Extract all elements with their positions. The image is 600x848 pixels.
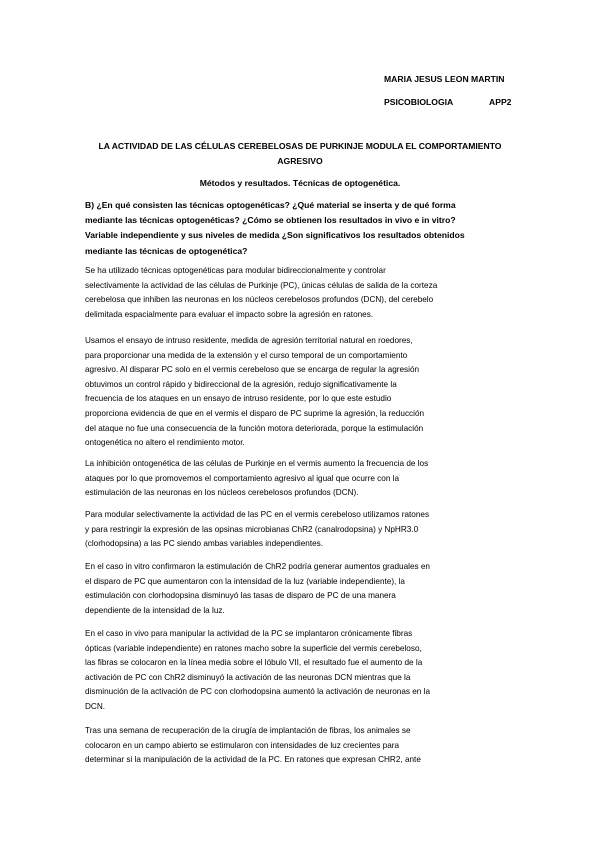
paragraph-line: Se ha utilizado técnicas optogenéticas para modular bidireccionalmente y controlar bbox=[85, 266, 386, 275]
paragraph-line: para proporcionar una medida de la extensión y el curso temporal de un comportamiento bbox=[85, 350, 408, 360]
paragraph-line: Usamos el ensayo de intruso residente, medida de agresión territorial natural en roedores, bbox=[85, 336, 413, 345]
paragraph bbox=[85, 334, 517, 451]
paragraph-line: Tras una semana de recuperación de la cirugía de implantación de fibras, los animales se bbox=[85, 726, 411, 735]
paragraph-line: En el caso in vitro confirmaron la estimulación de ChR2 podría generar aumentos graduales en bbox=[85, 562, 430, 571]
paragraph bbox=[85, 264, 517, 322]
paragraph-line: estimulación de las neuronas en los núcleos cerebelosos profundos (DCN). bbox=[85, 488, 359, 498]
paragraph-line: frecuencia de los ataques en un ensayo de intruso residente, por lo que este estudio bbox=[85, 394, 392, 404]
paragraph-line: agresivo. Al disparar PC solo en el vermis cerebeloso que se encarga de regular la agresión bbox=[85, 365, 420, 375]
course-code: APP2 bbox=[489, 97, 512, 107]
paragraph bbox=[85, 724, 517, 768]
question-line: mediante las técnicas optogenéticas? ¿Cómo se obtienen los resultados in vivo e in vitro? bbox=[85, 215, 456, 226]
paragraph-line: ontogenética no altero el rendimiento motor. bbox=[85, 438, 245, 448]
paragraph-line: dependiente de la intensidad de la luz. bbox=[85, 605, 225, 615]
paragraph-line: disminución de la activación de PC con clorhodopsina aumentó la activación de neuronas en la bbox=[85, 687, 430, 697]
title-line: AGRESIVO bbox=[277, 156, 323, 166]
paragraph-line: y para restringir la expresión de las opsinas microbianas ChR2 (canalrodopsina) y NpHR3.0 bbox=[85, 524, 419, 534]
paragraph bbox=[85, 627, 517, 715]
paragraph-line: obtuvimos un control rápido y bidireccional de la agresión, redujo significativamente la bbox=[85, 379, 397, 389]
paragraph-line: DCN. bbox=[85, 701, 106, 711]
title-line: LA ACTIVIDAD DE LAS CÉLULAS CEREBELOSAS DE PURKINJE MODULA EL COMPORTAMIENTO bbox=[98, 141, 502, 151]
paragraph-line: las fibras se colocaron en la línea media sobre el lóbulo VII, el resultado fue el aumento de la bbox=[85, 658, 423, 668]
paragraph-line: En el caso in vivo para manipular la actividad de la PC se implantaron crónicamente fibras bbox=[85, 629, 413, 638]
paragraph-line: determinar si la manipulación de la actividad de la PC. En ratones que expresan CHR2, ante bbox=[85, 755, 421, 765]
paragraph bbox=[85, 508, 517, 552]
question-line: mediante las técnicas de optogenética? bbox=[85, 245, 248, 256]
paragraph-line: del ataque no fue una consecuencia de la función motora deteriorada, porque la estimulación bbox=[85, 423, 424, 433]
question-block bbox=[85, 198, 515, 259]
paragraph-line: delimitada espacialmente para evaluar el impacto sobre la agresión en ratones. bbox=[85, 309, 374, 319]
paragraph-line: cerebelosa que inhiben las neuronas en los núcleos cerebelosos profundos (DCN), del cerebelo bbox=[85, 295, 434, 305]
paragraph bbox=[85, 457, 517, 501]
author-name: MARIA JESUS LEON MARTIN bbox=[384, 74, 505, 84]
paragraph bbox=[85, 560, 517, 618]
paragraph-line: colocaron en un campo abierto se estimularon con intensidades de luz crecientes para bbox=[85, 740, 400, 750]
document-title bbox=[70, 139, 530, 169]
paragraph-line: estimulación con clorhodopsina disminuyó las tasas de disparo de PC de una manera bbox=[85, 591, 396, 601]
section-subtitle: Métodos y resultados. Técnicas de optogenética. bbox=[199, 178, 401, 188]
paragraph-line: La inhibición ontogenética de las células de Purkinje en el vermis aumento la frecuencia de los bbox=[85, 459, 429, 468]
paragraph-line: el disparo de PC que aumentaron con la intensidad de la luz (variable independiente), la bbox=[85, 576, 405, 586]
question-line: Variable independiente y sus niveles de medida ¿Son significativos los resultados obtenidos bbox=[85, 230, 465, 241]
paragraph-line: selectivamente la actividad de las células de Purkinje (PC), únicas células de salida de la corteza bbox=[85, 280, 438, 290]
paragraph-line: ataques por lo que promovemos el comportamiento agresivo al igual que ocurre con la bbox=[85, 473, 400, 483]
paragraph-line: activación de PC con ChR2 disminuyó la activación de las neuronas DCN mientras que la bbox=[85, 672, 411, 682]
paragraph-line: ópticas (variable independiente) en ratones macho sobre la superficie del vermis cerebeloso, bbox=[85, 643, 422, 653]
paragraph-line: Para modular selectivamente la actividad de las PC en el vermis cerebeloso utilizamos ratones bbox=[85, 510, 430, 519]
course-subject: PSICOBIOLOGIA bbox=[384, 97, 454, 107]
paragraph-line: (clorhodopsina) a las PC siendo ambas variables independientes. bbox=[85, 539, 324, 549]
question-line: B) ¿En qué consisten las técnicas optogenéticas? ¿Qué material se inserta y de qué forma bbox=[85, 200, 456, 210]
paragraph-line: proporciona evidencia de que en el vermis el disparo de PC suprime la agresión, la reducción bbox=[85, 408, 425, 418]
